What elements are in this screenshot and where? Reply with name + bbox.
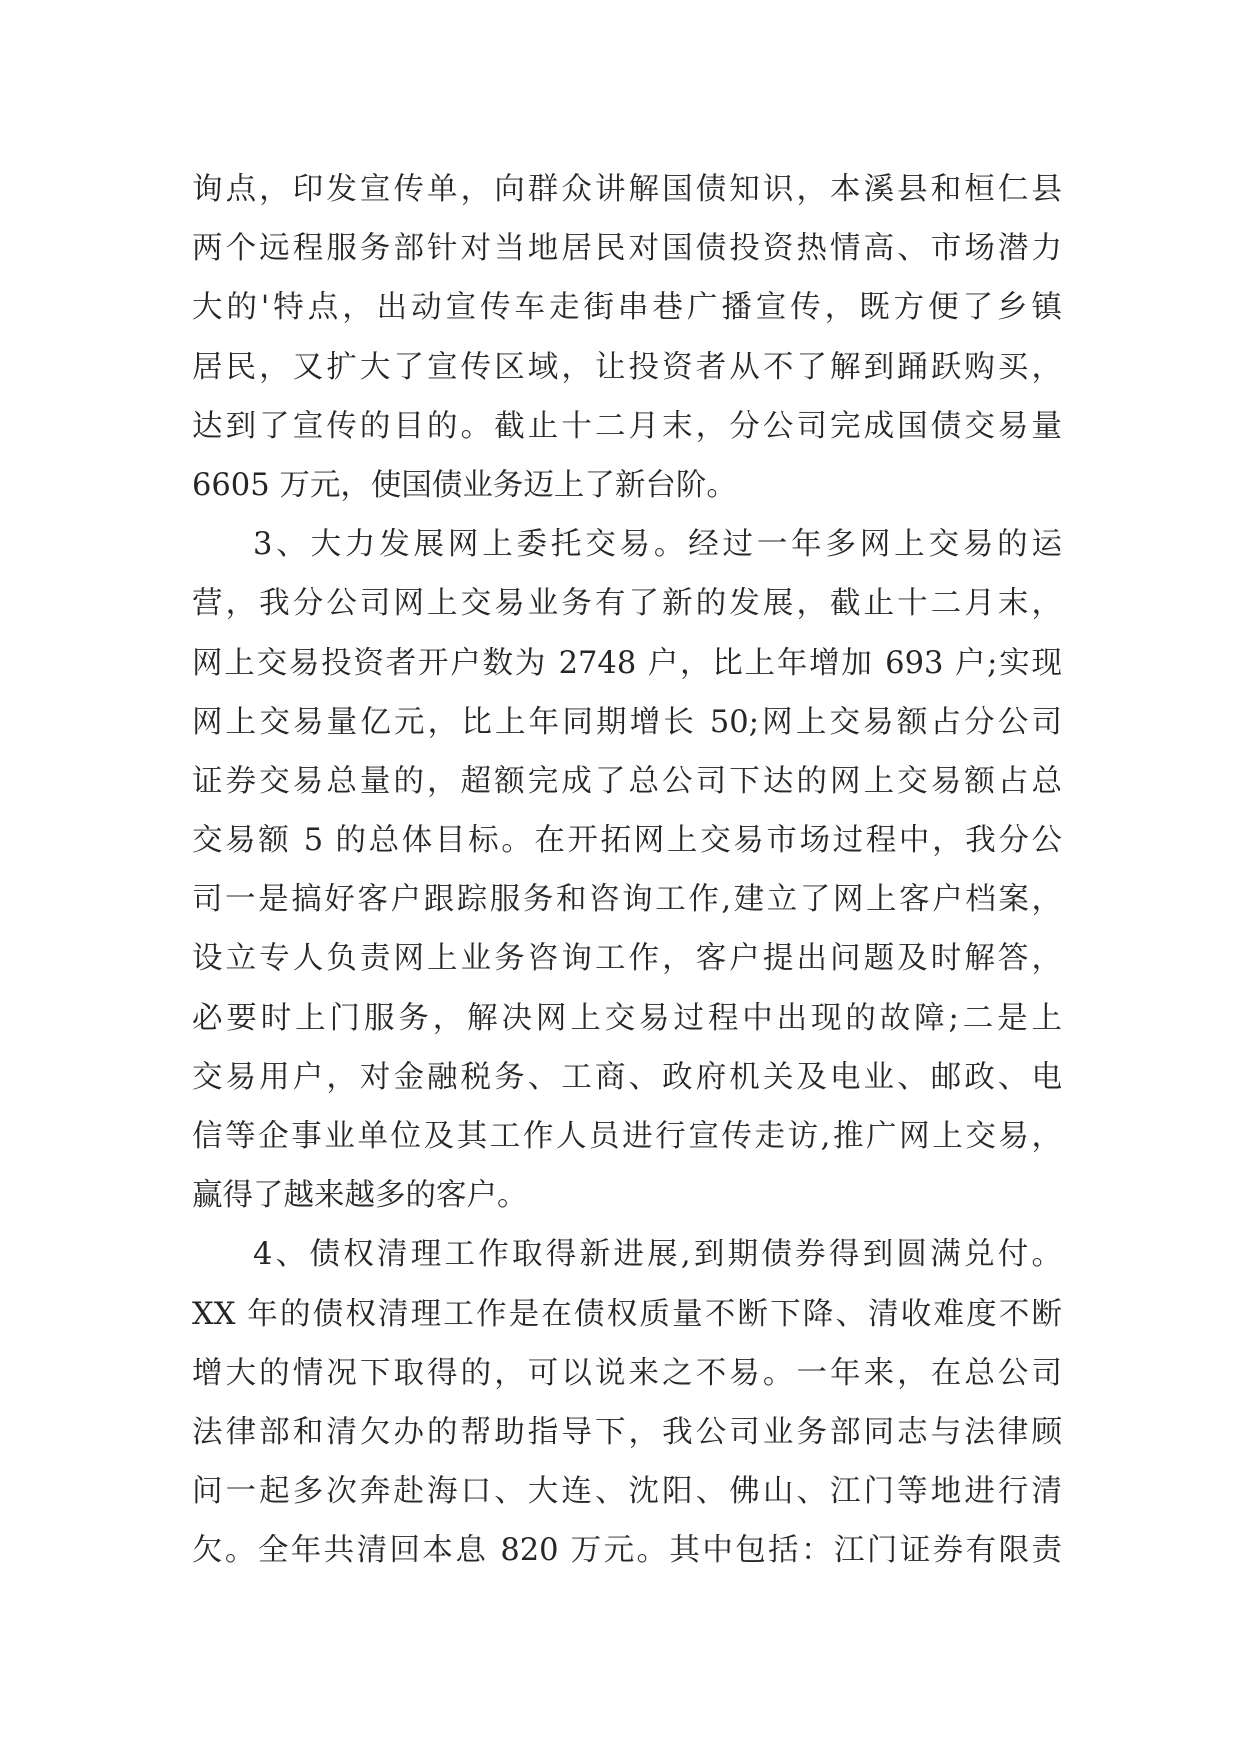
paragraph-3-heading-line: 3、大力发展网上委托交易。经过一年多网上交易的运 xyxy=(253,527,1062,563)
text-line: 6605 万元，使国债业务迈上了新台阶。 xyxy=(192,467,737,503)
text-line: XX 年的债权清理工作是在债权质量不断下降、清收难度不断 xyxy=(192,1296,1062,1332)
text-line: 信等企事业单位及其工作人员进行宣传走访,推广网上交易， xyxy=(192,1119,1062,1154)
text-line: 必要时上门服务，解决网上交易过程中出现的故障;二是上 xyxy=(192,1000,1062,1036)
text-line: 法律部和清欠办的帮助指导下，我公司业务部同志与法律顾 xyxy=(192,1414,1062,1450)
text-line: 询点，印发宣传单，向群众讲解国债知识，本溪县和桓仁县 xyxy=(192,172,1062,207)
text-line: 证券交易总量的，超额完成了总公司下达的网上交易额占总 xyxy=(192,763,1062,799)
text-line: 营，我分公司网上交易业务有了新的发展，截止十二月末， xyxy=(192,586,1062,622)
text-line: 交易额 5 的总体目标。在开拓网上交易市场过程中，我分公 xyxy=(192,823,1062,859)
text-line: 欠。全年共清回本息 820 万元。其中包括：江门证券有限责 xyxy=(192,1533,1062,1569)
text-line: 大的'特点，出动宣传车走街串巷广播宣传，既方便了乡镇 xyxy=(192,290,1062,326)
text-line: 设立专人负责网上业务咨询工作，客户提出问题及时解答， xyxy=(192,941,1062,977)
text-line: 司一是搞好客户跟踪服务和咨询工作,建立了网上客户档案， xyxy=(192,882,1062,918)
text-line: 赢得了越来越多的客户。 xyxy=(192,1178,528,1214)
document-body xyxy=(192,160,1062,1581)
text-line: 增大的情况下取得的，可以说来之不易。一年来，在总公司 xyxy=(192,1355,1062,1391)
text-line: 交易用户，对金融税务、工商、政府机关及电业、邮政、电 xyxy=(192,1059,1062,1095)
text-line: 网上交易量亿元，比上年同期增长 50;网上交易额占分公司 xyxy=(192,704,1062,740)
paragraph-4-heading-line: 4、债权清理工作取得新进展,到期债券得到圆满兑付。 xyxy=(253,1237,1062,1273)
text-line: 两个远程服务部针对当地居民对国债投资热情高、市场潜力 xyxy=(192,231,1062,267)
text-line: 网上交易投资者开户数为 2748 户，比上年增加 693 户;实现 xyxy=(192,645,1062,681)
text-line: 问一起多次奔赴海口、大连、沈阳、佛山、江门等地进行清 xyxy=(192,1474,1062,1510)
text-line: 居民，又扩大了宣传区域，让投资者从不了解到踊跃购买， xyxy=(192,349,1062,385)
text-line: 达到了宣传的目的。截止十二月末，分公司完成国债交易量 xyxy=(192,408,1062,444)
